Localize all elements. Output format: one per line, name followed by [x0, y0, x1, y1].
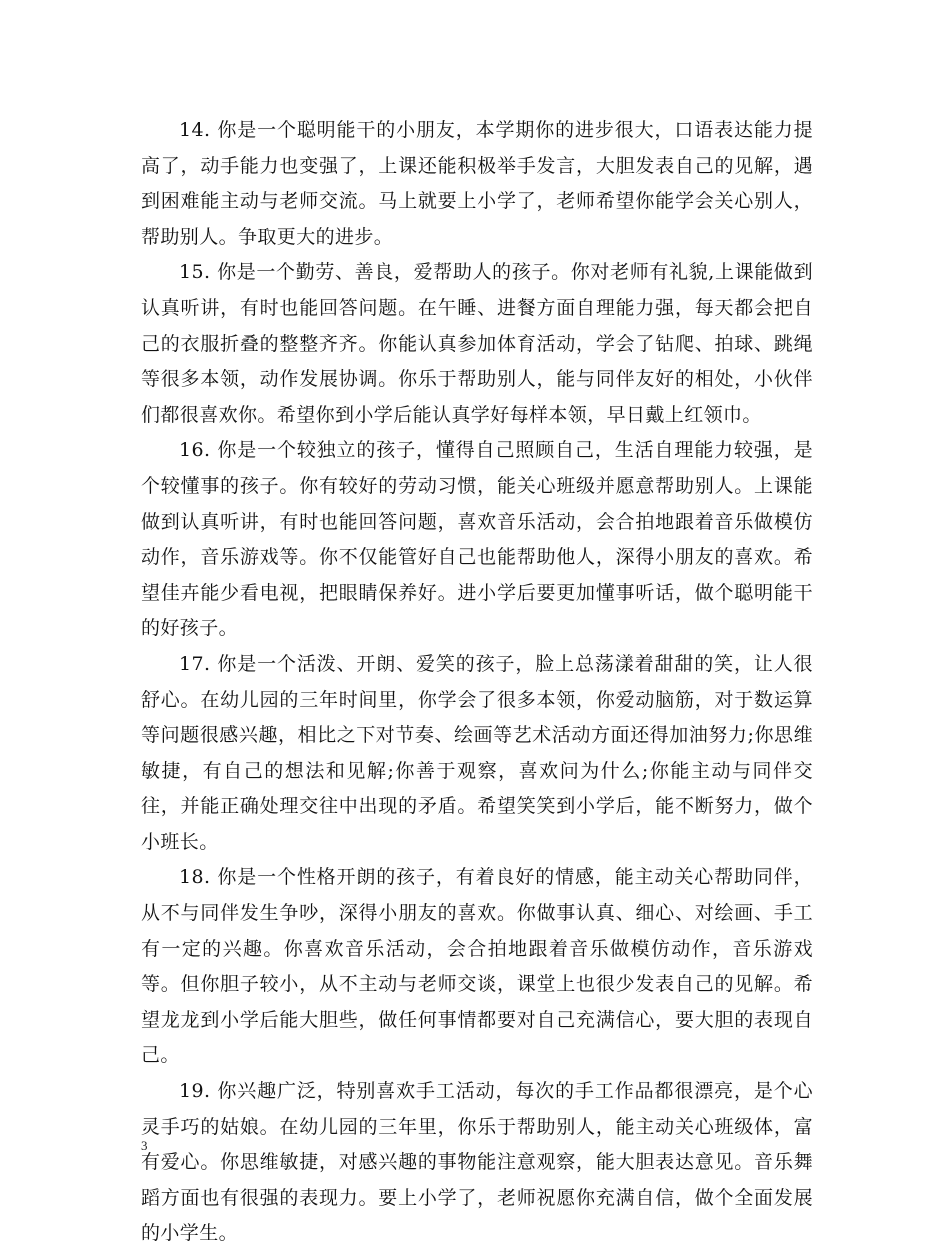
document-body [141, 113, 813, 1252]
paragraph-16: 16. 你是一个较独立的孩子，懂得自己照顾自己，生活自理能力较强，是个较懂事的孩子。你有较好的劳动习惯，能关心班级并愿意帮助别人。上课能做到认真听讲，有时也能回答问题，喜欢音乐活动，会合拍地跟着音乐做模仿动作，音乐游戏等。你不仅能管好自己也能帮助他人，深得小朋友的喜欢。希望佳卉能少看电视，把眼睛保养好。进小学后要更加懂事听话，做个聪明能干的好孩子。 [141, 439, 813, 640]
paragraph-18: 18. 你是一个性格开朗的孩子，有着良好的情感，能主动关心帮助同伴，从不与同伴发生争吵，深得小朋友的喜欢。你做事认真、细心、对绘画、手工有一定的兴趣。你喜欢音乐活动，会合拍地跟着音乐做模仿动作，音乐游戏等。但你胆子较小，从不主动与老师交谈，课堂上也很少发表自己的见解。希望龙龙到小学后能大胆些，做任何事情都要对自己充满信心，要大胆的表现自己。 [141, 866, 813, 1067]
paragraph-14: 14. 你是一个聪明能干的小朋友，本学期你的进步很大，口语表达能力提高了，动手能力也变强了，上课还能积极举手发言，大胆发表自己的见解，遇到困难能主动与老师交流。马上就要上小学了，老师希望你能学会关心别人，帮助别人。争取更大的进步。 [141, 119, 813, 248]
paragraph-19: 19. 你兴趣广泛，特别喜欢手工活动，每次的手工作品都很漂亮，是个心灵手巧的姑娘。在幼儿园的三年里，你乐于帮助别人，能主动关心班级体，富有爱心。你思维敏捷，对感兴趣的事物能注意观察，能大胆表达意见。音乐舞蹈方面也有很强的表现力。要上小学了，老师祝愿你充满自信，做个全面发展的小学生。 [141, 1080, 813, 1245]
paragraph-15: 15. 你是一个勤劳、善良，爱帮助人的孩子。你对老师有礼貌,上课能做到认真听讲，有时也能回答问题。在午睡、进餐方面自理能力强，每天都会把自己的衣服折叠的整整齐齐。你能认真参加体育活动，学会了钻爬、拍球、跳绳等很多本领，动作发展协调。你乐于帮助别人，能与同伴友好的相处，小伙伴们都很喜欢你。希望你到小学后能认真学好每样本领，早日戴上红领巾。 [141, 261, 813, 426]
paragraph-17: 17. 你是一个活泼、开朗、爱笑的孩子，脸上总荡漾着甜甜的笑，让人很舒心。在幼儿园的三年时间里，你学会了很多本领，你爱动脑筋，对于数运算等问题很感兴趣，相比之下对节奏、绘画等艺术活动方面还得加油努力;你思维敏捷，有自己的想法和见解;你善于观察，喜欢问为什么;你能主动与同伴交往，并能正确处理交往中出现的矛盾。希望笑笑到小学后，能不断努力，做个小班长。 [141, 652, 813, 853]
page-number: 3 [141, 1138, 148, 1153]
